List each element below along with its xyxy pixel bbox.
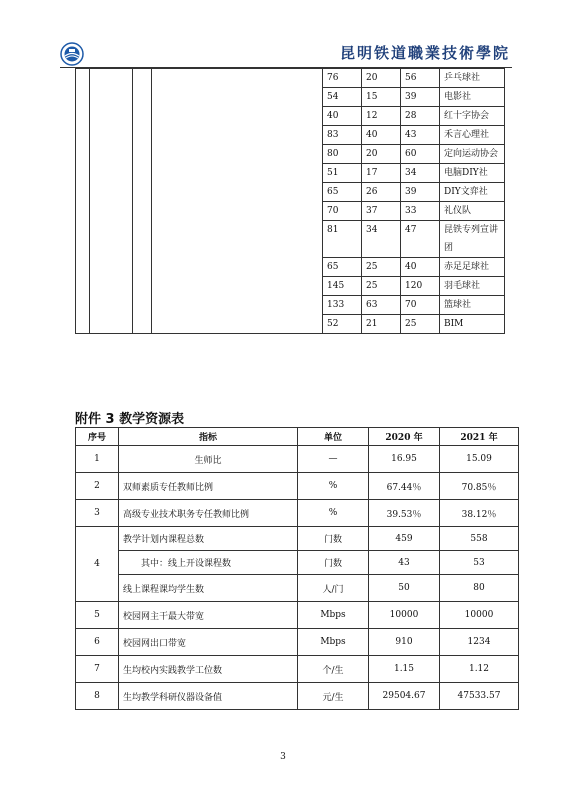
club-name: 红十字协会 <box>440 107 505 126</box>
header-no: 序号 <box>76 428 119 446</box>
row-2021: 558 <box>440 527 519 551</box>
row-2021: 53 <box>440 551 519 575</box>
header-2020: 2020 年 <box>369 428 440 446</box>
row-indicator: 生师比 <box>119 446 298 473</box>
table-row <box>76 69 505 88</box>
row-no: 1 <box>76 446 119 473</box>
row-2020: 50 <box>369 575 440 602</box>
count-male: 25 <box>362 258 401 277</box>
header-2021: 2021 年 <box>440 428 519 446</box>
count-male: 25 <box>362 277 401 296</box>
row-2020: 16.95 <box>369 446 440 473</box>
club-name: 电影社 <box>440 88 505 107</box>
club-name: 定向运动协会 <box>440 145 505 164</box>
row-indicator: 生均教学科研仪器设备值 <box>119 683 298 710</box>
count-total: 133 <box>323 296 362 315</box>
row-unit: 门数 <box>298 527 369 551</box>
header-indicator: 指标 <box>119 428 298 446</box>
table-row <box>76 500 519 527</box>
row-no: 2 <box>76 473 119 500</box>
club-name: 禾言心理社 <box>440 126 505 145</box>
row-unit: — <box>298 446 369 473</box>
count-female: 39 <box>401 183 440 202</box>
row-2020: 67.44％ <box>369 473 440 500</box>
row-2021: 1234 <box>440 629 519 656</box>
row-2020: 39.53％ <box>369 500 440 527</box>
merged-cell-1 <box>76 69 90 334</box>
row-indicator: 线上课程课均学生数 <box>119 575 298 602</box>
count-female: 47 <box>401 221 440 258</box>
clubs-table <box>75 68 505 334</box>
row-unit: 个/生 <box>298 656 369 683</box>
table-row <box>76 683 519 710</box>
row-indicator: 校园网出口带宽 <box>119 629 298 656</box>
count-male: 63 <box>362 296 401 315</box>
row-no: 5 <box>76 602 119 629</box>
row-2020: 459 <box>369 527 440 551</box>
row-unit: 人/门 <box>298 575 369 602</box>
row-indicator: 高级专业技术职务专任教师比例 <box>119 500 298 527</box>
club-name: 昆铁专列宣讲团 <box>440 221 505 258</box>
row-unit: % <box>298 473 369 500</box>
school-logo-icon <box>60 42 84 66</box>
row-indicator: 校园网主干最大带宽 <box>119 602 298 629</box>
count-male: 20 <box>362 69 401 88</box>
count-total: 65 <box>323 258 362 277</box>
club-name: 乒乓球社 <box>440 69 505 88</box>
count-total: 54 <box>323 88 362 107</box>
count-total: 145 <box>323 277 362 296</box>
merged-cell-4 <box>152 69 323 334</box>
count-total: 40 <box>323 107 362 126</box>
count-total: 76 <box>323 69 362 88</box>
club-name: 礼仪队 <box>440 202 505 221</box>
teaching-resources-table <box>75 427 519 710</box>
row-2021: 10000 <box>440 602 519 629</box>
count-total: 70 <box>323 202 362 221</box>
row-2020: 1.15 <box>369 656 440 683</box>
merged-cell-3 <box>133 69 152 334</box>
row-2021: 80 <box>440 575 519 602</box>
row-indicator: 其中：线上开设课程数 <box>119 551 298 575</box>
count-male: 21 <box>362 315 401 334</box>
row-no: 4 <box>76 527 119 602</box>
club-name: DIY文弈社 <box>440 183 505 202</box>
row-unit: 元/生 <box>298 683 369 710</box>
row-indicator: 教学计划内课程总数 <box>119 527 298 551</box>
count-female: 39 <box>401 88 440 107</box>
count-male: 26 <box>362 183 401 202</box>
annex-title: 附件 3 教学资源表 <box>75 412 185 427</box>
count-female: 25 <box>401 315 440 334</box>
row-2021: 47533.57 <box>440 683 519 710</box>
table-row <box>76 527 519 551</box>
count-female: 33 <box>401 202 440 221</box>
count-total: 80 <box>323 145 362 164</box>
merged-cell-2 <box>90 69 133 334</box>
page-number: 3 <box>280 752 286 762</box>
row-2021: 15.09 <box>440 446 519 473</box>
count-total: 52 <box>323 315 362 334</box>
count-female: 34 <box>401 164 440 183</box>
club-name: BIM <box>440 315 505 334</box>
row-2020: 10000 <box>369 602 440 629</box>
count-female: 56 <box>401 69 440 88</box>
school-name: 昆明铁道職業技術學院 <box>339 44 510 62</box>
table-row <box>76 551 519 575</box>
table-row <box>76 575 519 602</box>
count-male: 37 <box>362 202 401 221</box>
table-header-row <box>76 428 519 446</box>
count-female: 40 <box>401 258 440 277</box>
count-male: 34 <box>362 221 401 258</box>
count-female: 120 <box>401 277 440 296</box>
table-row <box>76 602 519 629</box>
row-2021: 70.85％ <box>440 473 519 500</box>
row-no: 8 <box>76 683 119 710</box>
row-unit: % <box>298 500 369 527</box>
club-name: 电脑DIY社 <box>440 164 505 183</box>
table-row <box>76 473 519 500</box>
count-male: 12 <box>362 107 401 126</box>
row-indicator: 双师素质专任教师比例 <box>119 473 298 500</box>
table-row <box>76 656 519 683</box>
row-2020: 43 <box>369 551 440 575</box>
count-total: 65 <box>323 183 362 202</box>
count-male: 40 <box>362 126 401 145</box>
row-2021: 38.12％ <box>440 500 519 527</box>
count-total: 51 <box>323 164 362 183</box>
count-male: 20 <box>362 145 401 164</box>
club-name: 羽毛球社 <box>440 277 505 296</box>
row-no: 7 <box>76 656 119 683</box>
row-unit: 门数 <box>298 551 369 575</box>
count-total: 83 <box>323 126 362 145</box>
row-indicator: 生均校内实践教学工位数 <box>119 656 298 683</box>
row-unit: Mbps <box>298 629 369 656</box>
header-unit: 单位 <box>298 428 369 446</box>
count-female: 60 <box>401 145 440 164</box>
row-2021: 1.12 <box>440 656 519 683</box>
count-female: 43 <box>401 126 440 145</box>
table-row <box>76 446 519 473</box>
table-row <box>76 629 519 656</box>
count-total: 81 <box>323 221 362 258</box>
count-male: 17 <box>362 164 401 183</box>
club-name: 篮球社 <box>440 296 505 315</box>
row-no: 3 <box>76 500 119 527</box>
row-2020: 29504.67 <box>369 683 440 710</box>
count-male: 15 <box>362 88 401 107</box>
club-name: 赤足足球社 <box>440 258 505 277</box>
row-2020: 910 <box>369 629 440 656</box>
row-unit: Mbps <box>298 602 369 629</box>
count-female: 28 <box>401 107 440 126</box>
row-no: 6 <box>76 629 119 656</box>
count-female: 70 <box>401 296 440 315</box>
